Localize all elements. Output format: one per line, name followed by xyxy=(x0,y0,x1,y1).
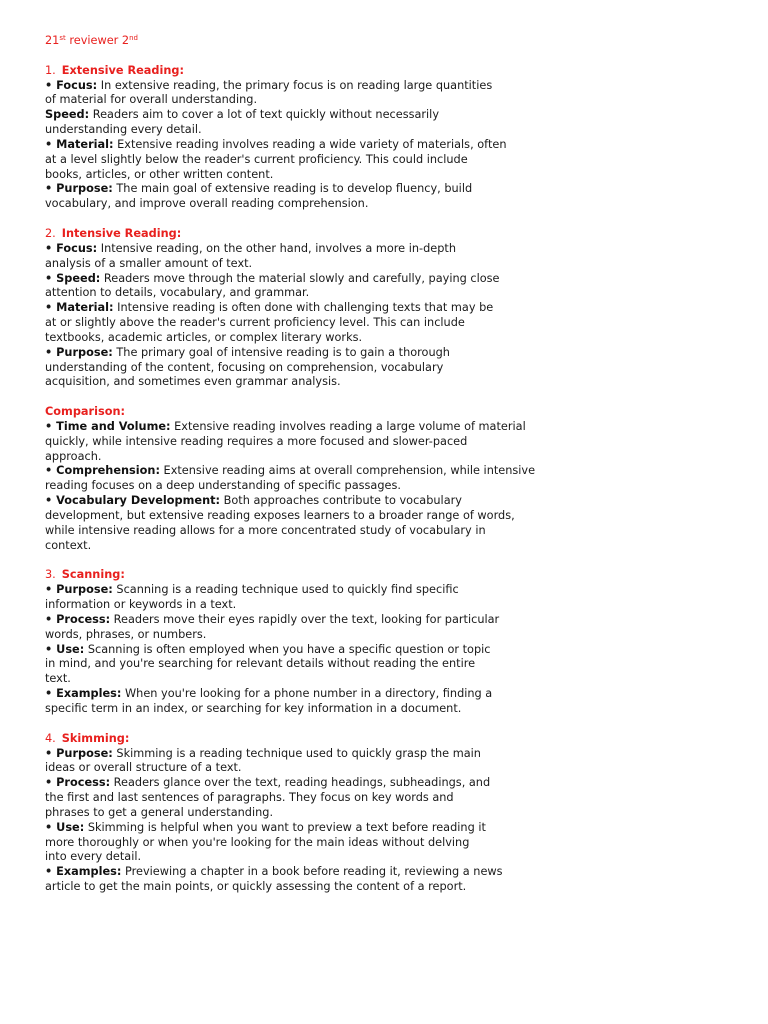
list-item xyxy=(45,242,735,272)
item-text: Readers glance over the text, reading headings, subheadings, and xyxy=(110,776,491,790)
item-label: Material: xyxy=(56,137,114,151)
item-label: Examples: xyxy=(56,687,122,701)
bullet-icon: • xyxy=(45,345,57,359)
list-item xyxy=(45,301,735,346)
bullet-icon: • xyxy=(45,301,57,315)
item-text: The main goal of extensive reading is to develop fluency, build xyxy=(112,182,473,196)
section-heading-text: Intensive Reading: xyxy=(61,226,182,240)
item-continuation-line: ideas or overall structure of a text. xyxy=(45,761,242,775)
item-first-line xyxy=(45,420,735,435)
bullet-icon: • xyxy=(45,464,57,478)
list-item xyxy=(45,747,735,777)
item-first-line xyxy=(45,79,735,94)
item-continuation-line: information or keywords in a text. xyxy=(45,598,237,612)
item-label: Process: xyxy=(56,776,111,790)
list-item xyxy=(45,138,735,183)
section-heading-text: Skimming: xyxy=(61,731,130,745)
list-item xyxy=(45,182,735,212)
bullet-icon: • xyxy=(45,642,57,656)
item-label: Vocabulary Development: xyxy=(56,494,221,508)
bullet-icon: • xyxy=(45,776,57,790)
list-item xyxy=(45,79,735,109)
bullet-icon: • xyxy=(45,583,57,597)
title-middle: reviewer 2 xyxy=(65,34,130,47)
list-item xyxy=(45,613,735,643)
bullet-icon: • xyxy=(45,241,57,255)
document-title xyxy=(45,34,735,49)
item-text: The primary goal of intensive reading is to gain a thorough xyxy=(112,345,450,359)
section-2 xyxy=(45,227,735,390)
section-heading-text: Scanning: xyxy=(61,568,125,582)
item-continuation-line: phrases to get a general understanding. xyxy=(45,805,274,819)
item-first-line xyxy=(45,108,735,123)
item-label: Focus: xyxy=(56,241,98,255)
item-first-line xyxy=(45,613,735,628)
bullet-icon: • xyxy=(45,612,57,626)
list-item xyxy=(45,583,735,613)
item-continuation-line: text. xyxy=(45,672,71,686)
item-continuation-line: development, but extensive reading exposes learners to a broader range of words, xyxy=(45,509,515,522)
item-label: Material: xyxy=(56,301,114,315)
item-label: Speed: xyxy=(56,271,101,285)
item-text: Intensive reading is often done with challenging texts that may be xyxy=(113,301,494,315)
bullet-icon: • xyxy=(45,687,57,701)
item-continuation-line: reading focuses on a deep understanding of specific passages. xyxy=(45,479,401,493)
item-text: Previewing a chapter in a book before reading it, reviewing a news xyxy=(121,865,503,879)
item-text: Extensive reading involves reading a large volume of material xyxy=(170,419,526,433)
item-text: Skimming is helpful when you want to preview a text before reading it xyxy=(84,820,486,834)
section-number: 4. xyxy=(45,731,56,745)
section-4 xyxy=(45,568,735,716)
item-first-line xyxy=(45,583,735,598)
document-page xyxy=(45,34,735,910)
item-continuation-line: context. xyxy=(45,538,92,552)
item-label: Purpose: xyxy=(56,746,113,760)
item-label: Speed: xyxy=(45,108,90,122)
item-text: In extensive reading, the primary focus is on reading large quantities xyxy=(97,78,493,92)
item-first-line xyxy=(45,301,735,316)
section-heading xyxy=(45,732,735,747)
list-item xyxy=(45,494,735,553)
list-item xyxy=(45,687,735,717)
title-prefix: 21 xyxy=(45,34,60,47)
section-number: 3. xyxy=(45,568,56,582)
item-first-line xyxy=(45,346,735,361)
section-number: 1. xyxy=(45,63,56,77)
item-label: Focus: xyxy=(56,78,98,92)
title-superscript-2: nd xyxy=(129,34,138,42)
item-text: Extensive reading involves reading a wide variety of materials, often xyxy=(113,137,507,151)
item-continuation-line: understanding every detail. xyxy=(45,123,202,137)
item-first-line xyxy=(45,687,735,702)
section-3 xyxy=(45,405,735,553)
item-label: Time and Volume: xyxy=(56,419,171,433)
item-first-line xyxy=(45,747,735,762)
bullet-icon: • xyxy=(45,865,57,879)
item-label: Examples: xyxy=(56,865,122,879)
item-text: Scanning is a reading technique used to quickly find specific xyxy=(112,583,459,597)
item-label: Comprehension: xyxy=(56,464,160,478)
list-item xyxy=(45,464,735,494)
bullet-icon: • xyxy=(45,820,57,834)
item-label: Purpose: xyxy=(56,583,113,597)
item-continuation-line: books, articles, or other written content. xyxy=(45,167,274,181)
item-text: Readers aim to cover a lot of text quickly without necessarily xyxy=(89,108,440,122)
item-continuation-line: in mind, and you're searching for relevant details without reading the entire xyxy=(45,657,476,671)
section-heading-text: Comparison: xyxy=(45,405,126,419)
item-continuation-line: analysis of a smaller amount of text. xyxy=(45,256,253,270)
item-continuation-line: at or slightly above the reader's current proficiency level. This can include xyxy=(45,316,465,330)
section-heading xyxy=(45,227,735,242)
item-first-line xyxy=(45,182,735,197)
item-continuation-line: while intensive reading allows for a more concentrated study of vocabulary in xyxy=(45,523,486,537)
item-text: Skimming is a reading technique used to quickly grasp the main xyxy=(112,746,481,760)
bullet-icon: • xyxy=(45,182,57,196)
item-label: Purpose: xyxy=(56,182,113,196)
list-item xyxy=(45,420,735,465)
item-continuation-line: more thoroughly or when you're looking for the main ideas without delving xyxy=(45,835,470,849)
item-text: Readers move through the material slowly and carefully, paying close xyxy=(100,271,500,285)
item-continuation-line: quickly, while intensive reading requires a more focused and slower-paced xyxy=(45,434,468,448)
bullet-icon: • xyxy=(45,746,57,760)
item-text: Readers move their eyes rapidly over the text, looking for particular xyxy=(110,612,500,626)
bullet-icon: • xyxy=(45,271,57,285)
item-first-line xyxy=(45,464,735,479)
item-first-line xyxy=(45,494,735,509)
item-continuation-line: approach. xyxy=(45,449,102,463)
item-continuation-line: into every detail. xyxy=(45,850,142,864)
section-number: 2. xyxy=(45,226,56,240)
item-continuation-line: understanding of the content, focusing on comprehension, vocabulary xyxy=(45,360,444,374)
item-first-line xyxy=(45,242,735,257)
section-heading xyxy=(45,405,735,420)
item-continuation-line: words, phrases, or numbers. xyxy=(45,627,207,641)
bullet-icon: • xyxy=(45,419,57,433)
item-first-line xyxy=(45,865,735,880)
list-item xyxy=(45,346,735,391)
item-continuation-line: specific term in an index, or searching for key information in a document. xyxy=(45,701,462,715)
item-label: Use: xyxy=(56,820,85,834)
item-continuation-line: at a level slightly below the reader's current proficiency. This could include xyxy=(45,152,468,166)
title-superscript-1: st xyxy=(59,34,66,42)
section-5 xyxy=(45,732,735,895)
item-continuation-line: acquisition, and sometimes even grammar analysis. xyxy=(45,375,341,389)
list-item xyxy=(45,865,735,895)
item-text: Intensive reading, on the other hand, involves a more in-depth xyxy=(97,241,456,255)
item-label: Purpose: xyxy=(56,345,113,359)
item-label: Process: xyxy=(56,612,111,626)
item-first-line xyxy=(45,138,735,153)
item-continuation-line: of material for overall understanding. xyxy=(45,93,258,107)
bullet-icon: • xyxy=(45,494,57,508)
item-continuation-line: vocabulary, and improve overall reading comprehension. xyxy=(45,197,369,211)
section-heading xyxy=(45,64,735,79)
item-continuation-line: the first and last sentences of paragraphs. They focus on key words and xyxy=(45,791,454,805)
item-continuation-line: article to get the main points, or quickly assessing the content of a report. xyxy=(45,880,467,894)
item-first-line xyxy=(45,821,735,836)
item-text: When you're looking for a phone number in a directory, finding a xyxy=(121,687,493,701)
list-item xyxy=(45,821,735,866)
list-item xyxy=(45,272,735,302)
item-first-line xyxy=(45,643,735,658)
item-text: Extensive reading aims at overall comprehension, while intensive xyxy=(159,464,536,478)
list-item xyxy=(45,776,735,821)
item-label: Use: xyxy=(56,642,85,656)
item-continuation-line: textbooks, academic articles, or complex literary works. xyxy=(45,330,363,344)
section-1 xyxy=(45,64,735,212)
bullet-icon: • xyxy=(45,78,57,92)
list-item xyxy=(45,643,735,688)
bullet-icon: • xyxy=(45,137,57,151)
list-item xyxy=(45,108,735,138)
item-text: Scanning is often employed when you have a specific question or topic xyxy=(84,642,491,656)
sections-container xyxy=(45,64,735,895)
item-continuation-line: attention to details, vocabulary, and grammar. xyxy=(45,286,310,300)
item-first-line xyxy=(45,272,735,287)
item-text: Both approaches contribute to vocabulary xyxy=(220,494,462,508)
item-first-line xyxy=(45,776,735,791)
section-heading-text: Extensive Reading: xyxy=(61,63,185,77)
section-heading xyxy=(45,568,735,583)
